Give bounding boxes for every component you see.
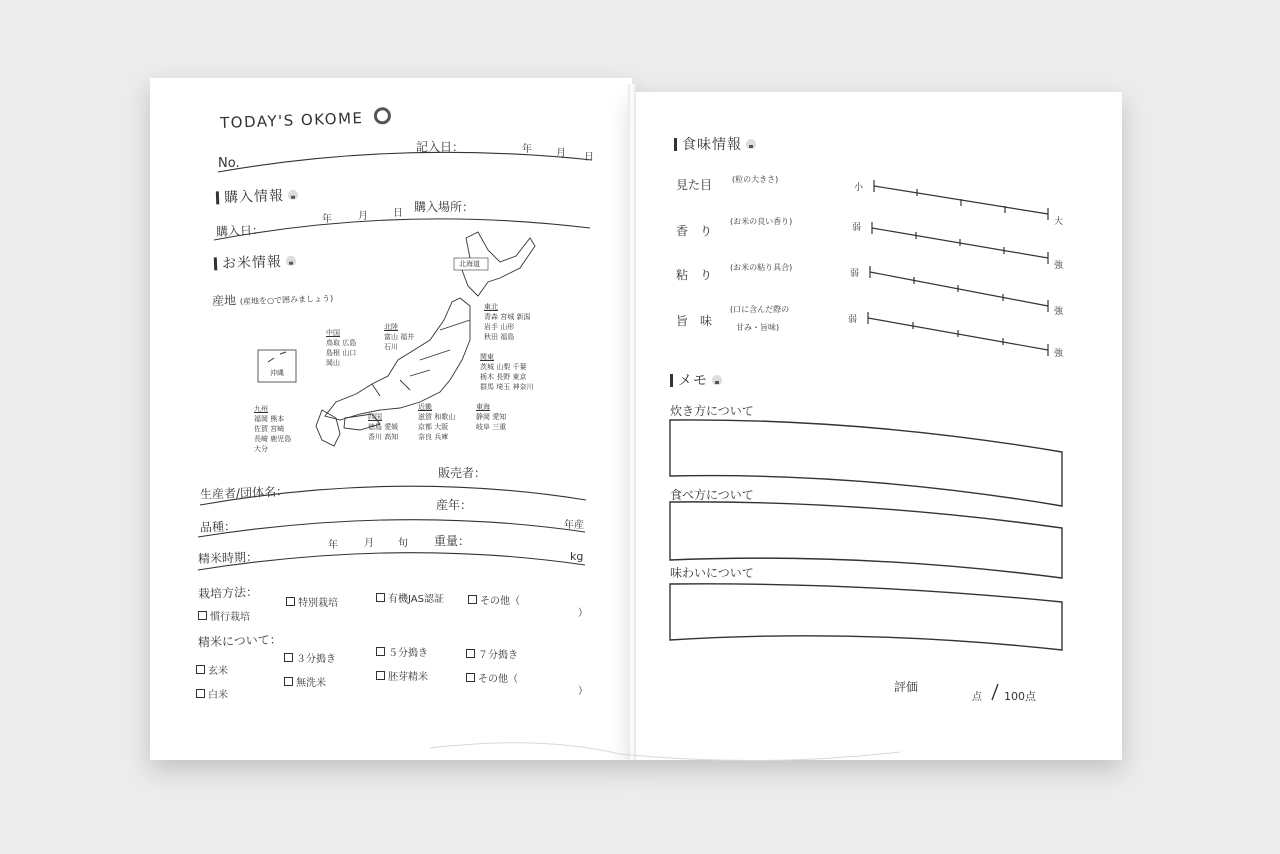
region-line: 石川 [384,343,398,351]
scale-max: 強 [1054,307,1064,317]
option-label: 胚芽精米 [388,672,428,683]
region-name: 近畿 [418,403,432,411]
scale-min: 弱 [848,315,858,325]
region-line: 長崎 鹿児島 [254,435,292,443]
region-name: 北陸 [384,323,398,331]
option-label: 玄米 [208,666,228,677]
region-line: 富山 福井 [384,333,415,341]
region-line: 栃木 長野 東京 [480,373,527,381]
region-line: 島根 山口 [326,349,357,357]
region-name: 関東 [480,353,494,361]
region-line: 岡山 [326,359,340,367]
taste-heading-text: 食味情報 [682,137,742,153]
region-line: 奈良 兵庫 [418,433,449,441]
option-label: ３分搗き [296,654,336,665]
purchase-year: 年 [322,214,332,225]
memo-box-label: 炊き方について [670,404,754,418]
entry-date-label: 記入日： [416,140,465,154]
purchase-date-label: 購入日： [215,223,265,239]
polishing-label: 精米について： [197,632,283,650]
region-line: 群馬 埼玉 神奈川 [480,383,534,391]
scale-max: 強 [1054,261,1064,271]
taste-row-label: 香 り [676,224,713,238]
seller-label: 販売者： [438,466,487,480]
origin-label-text: 産地 [211,293,237,309]
region-line: 佐賀 宮崎 [254,425,285,433]
option-label: 無洗米 [296,678,326,689]
entry-day: 日 [584,152,594,163]
number-label: No. [218,156,240,171]
option-label: その他（ [478,674,518,685]
rating-unit: 点 [972,692,982,703]
scale-min: 弱 [852,223,862,233]
taste-row-note2: 甘み・旨味) [736,323,780,332]
scale-min: 小 [854,183,864,193]
taste-row-note: (お米の良い香り) [730,217,793,226]
region-line: 青森 宮城 新潟 [484,313,531,321]
scale-min: 弱 [850,269,860,279]
region-line: 滋賀 和歌山 [418,413,456,421]
region-line: 大分 [254,445,268,453]
taste-row-note: (口に含んだ際の [730,305,790,314]
region-line: 岐阜 三重 [476,423,507,431]
variety-label: 品種： [199,519,237,535]
region-line: 茨城 山梨 千葉 [480,363,527,371]
purchase-day: 日 [393,208,403,219]
producer-label: 生産者/団体名： [199,484,289,502]
origin-note: (産地を○で囲みましょう) [239,293,334,307]
region-name: 四国 [368,413,382,421]
memo-box-taste [670,584,1062,650]
region-line: 静岡 愛知 [476,413,507,421]
option-label: 白米 [208,690,228,701]
entry-month: 月 [556,148,566,159]
cultivation-label: 栽培方法： [197,584,259,602]
memo-box-label: 味わいについて [670,566,754,580]
harvest-label: 産年： [436,498,473,512]
score-slash [992,684,998,700]
option-label: ５分搗き [388,648,428,659]
purchase-month: 月 [358,211,368,222]
region-line: 岩手 山形 [484,323,515,331]
cultivation-close-paren: ） [578,608,588,619]
memo-box-eating [670,502,1062,578]
purchase-heading-text: 購入情報 [223,188,285,207]
weight-label: 重量： [434,534,471,548]
milling-year: 年 [328,540,338,551]
hokkaido-label: 北海道 [459,260,480,268]
taste-row-label: 見た目 [676,178,713,192]
option-label: その他（ [480,596,520,607]
region-line: 香川 高知 [368,433,399,441]
okinawa-label: 沖縄 [270,369,284,377]
scale-max: 大 [1054,217,1064,227]
entry-year: 年 [522,144,532,155]
region-line: 鳥取 広島 [326,339,357,347]
option-label: ７分搗き [478,650,518,661]
milling-month: 月 [364,538,374,549]
memo-box-cooking [670,420,1062,506]
scale-max: 強 [1054,349,1064,359]
milling-label: 精米時期： [197,549,259,567]
region-line: 福岡 熊本 [254,415,285,423]
region-name: 東海 [476,403,490,411]
option-label: 特別栽培 [298,598,338,609]
region-name: 中国 [326,329,340,337]
taste-row-note: (お米の粘り具合) [730,263,793,272]
memo-heading-text: メモ [678,373,708,389]
option-label: 慣行栽培 [210,612,250,623]
region-line: 京都 大阪 [418,423,449,431]
region-line: 秋田 福島 [484,333,515,341]
region-line: 徳島 愛媛 [368,423,399,431]
taste-row-label: 旨 味 [676,314,713,328]
taste-row-label: 粘 り [676,268,713,282]
rating-label: 評価 [894,680,919,694]
taste-row-note: (粒の大きさ) [732,175,779,184]
rating-total: 100点 [1004,690,1036,703]
milling-period: 旬 [398,538,408,549]
harvest-unit: 年産 [564,520,584,531]
option-label: 有機JAS認証 [388,594,444,605]
weight-unit: kg [570,550,584,563]
purchase-place-label: 購入場所： [414,200,475,214]
region-name: 東北 [484,303,498,311]
polishing-close-paren: ） [578,686,588,697]
region-name: 九州 [254,405,268,413]
title-text: TODAY'S OKOME [219,108,364,132]
rice-heading-text: お米情報 [221,254,283,273]
memo-box-label: 食べ方について [670,488,754,502]
